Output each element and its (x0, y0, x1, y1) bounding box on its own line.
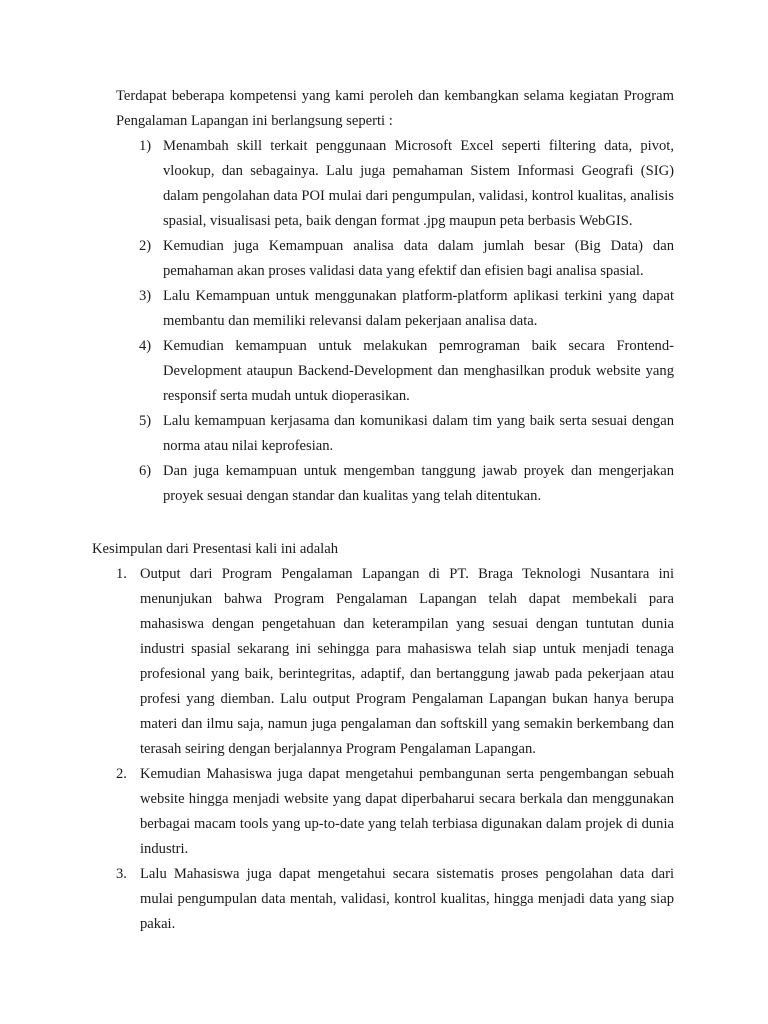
competency-list (116, 134, 674, 509)
conclusion-list (92, 562, 674, 937)
competency-number: 1) (139, 138, 152, 154)
conclusion-item (92, 862, 674, 937)
competency-number: 5) (139, 413, 152, 429)
conclusion-item (92, 762, 674, 862)
competency-item (116, 134, 674, 234)
competency-item (116, 409, 674, 459)
conclusion-heading: Kesimpulan dari Presentasi kali ini adalah (92, 541, 338, 557)
competency-number: 4) (139, 338, 152, 354)
conclusion-text: Output dari Program Pengalaman Lapangan di PT. Braga Teknologi Nusantara ini menunjukan bahwa Program Pengalaman Lapangan telah dapat membekali para mahasiswa dengan pengetahuan dan keterampilan yang sesuai dengan tuntutan dunia industri spasial sekarang ini sehingga para mahasiswa telah siap untuk menjadi tenaga profesional yang baik, berintegritas, adaptif, dan bertanggung jawab pada pekerjaan atau profesi yang diemban. Lalu output Program Pengalaman Lapangan bukan hanya berupa materi dan ilmu saja, namun juga pengalaman dan softskill yang semakin berkembang dan terasah seiring dengan berjalannya Program Pengalaman Lapangan. (140, 566, 674, 757)
competency-item (116, 459, 674, 509)
intro-paragraph: Terdapat beberapa kompetensi yang kami peroleh dan kembangkan selama kegiatan Program Pengalaman Lapangan ini berlangsung seperti : (116, 88, 674, 129)
competency-text: Dan juga kemampuan untuk mengemban tanggung jawab proyek dan mengerjakan proyek sesuai dengan standar dan kualitas yang telah ditentukan. (163, 463, 674, 504)
conclusion-text: Kemudian Mahasiswa juga dapat mengetahui pembangunan serta pengembangan sebuah website hingga menjadi website yang dapat diperbaharui secara berkala dan menggunakan berbagai macam tools yang up-to-date yang telah terbiasa digunakan dalam projek di dunia industri. (140, 766, 674, 857)
conclusion-text: Lalu Mahasiswa juga dapat mengetahui secara sistematis proses pengolahan data dari mulai pengumpulan data mentah, validasi, kontrol kualitas, hingga menjadi data yang siap pakai. (140, 866, 674, 932)
conclusion-number: 1. (116, 566, 127, 582)
conclusion-number: 3. (116, 866, 127, 882)
conclusion-item (92, 562, 674, 762)
conclusion-number: 2. (116, 766, 127, 782)
competency-text: Kemudian juga Kemampuan analisa data dalam jumlah besar (Big Data) dan pemahaman akan proses validasi data yang efektif dan efisien bagi analisa spasial. (163, 238, 674, 279)
competency-text: Kemudian kemampuan untuk melakukan pemrograman baik secara Frontend-Development ataupun Backend-Development dan menghasilkan produk website yang responsif serta mudah untuk dioperasikan. (163, 338, 674, 404)
competency-text: Lalu Kemampuan untuk menggunakan platform-platform aplikasi terkini yang dapat membantu dan memiliki relevansi dalam pekerjaan analisa data. (163, 288, 674, 329)
competency-text: Menambah skill terkait penggunaan Microsoft Excel seperti filtering data, pivot, vlookup, dan sebagainya. Lalu juga pemahaman Sistem Informasi Geografi (SIG) dalam pengolahan data POI mulai dari pengumpulan, validasi, kontrol kualitas, analisis spasial, visualisasi peta, baik dengan format .jpg maupun peta berbasis WebGIS. (163, 138, 674, 229)
competency-number: 3) (139, 288, 152, 304)
competency-item (116, 234, 674, 284)
competency-text: Lalu kemampuan kerjasama dan komunikasi dalam tim yang baik serta sesuai dengan norma atau nilai keprofesian. (163, 413, 674, 454)
competency-item (116, 334, 674, 409)
competency-number: 6) (139, 463, 152, 479)
competency-item (116, 284, 674, 334)
competency-number: 2) (139, 238, 152, 254)
